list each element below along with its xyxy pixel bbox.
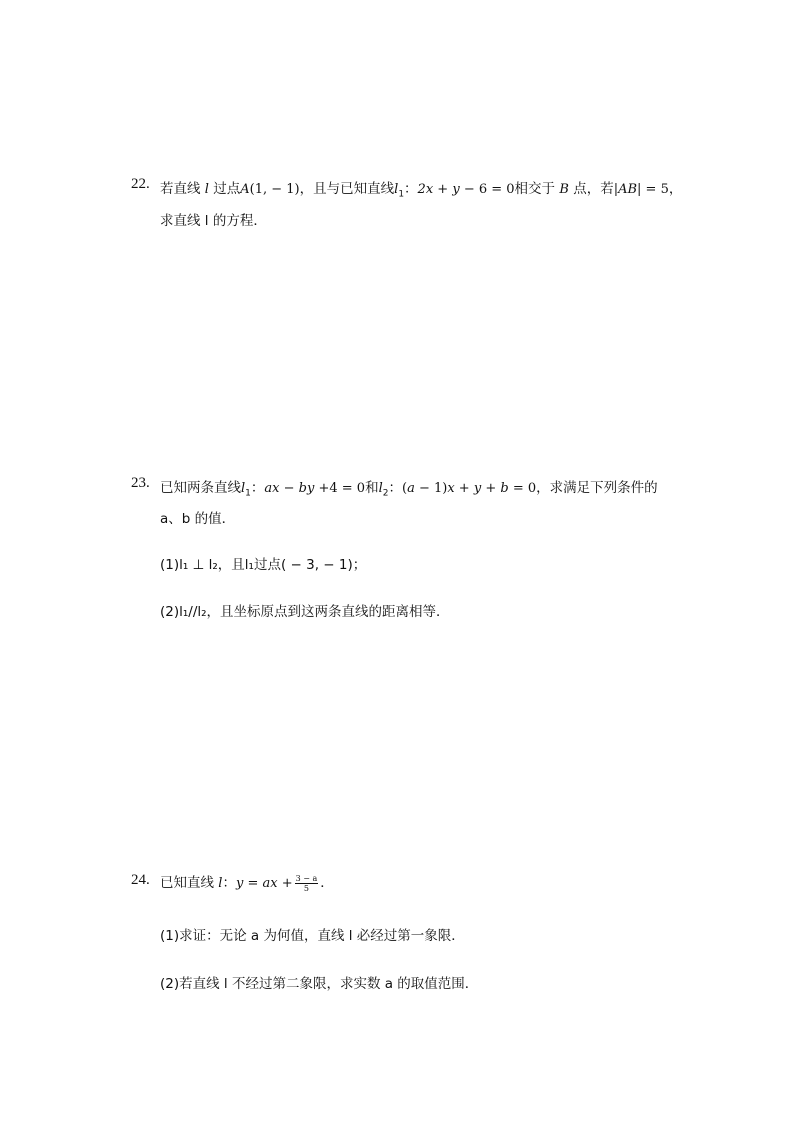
question-23-part-1: (1)l₁ ⊥ l₂，且l₁过点( − 3, − 1)；: [160, 557, 367, 573]
question-22-line-1: 若直线 l 过点A(1, − 1)，且与已知直线$l_1$：2x + y − 6 = 0相交于 B 点，若|AB| = 5，: [160, 181, 683, 200]
question-22-line-2: 求直线 l 的方程．: [160, 213, 267, 229]
question-23-line-2: a、b 的值．: [160, 511, 236, 527]
question-23-part-2: (2)l₁//l₂，且坐标原点到这两条直线的距离相等．: [160, 604, 450, 620]
question-23-line-1: 已知两条直线$l_1$：ax − by +4 = 0和$l_2$：(a − 1)x + y + b = 0，求满足下列条件的: [160, 480, 658, 499]
question-number: 22.: [131, 176, 150, 192]
question-24-part-1: (1)求证：无论 a 为何值，直线 l 必经过第一象限．: [160, 928, 465, 944]
question-number: 24.: [131, 872, 150, 888]
fraction: $\frac{3 - a}{5}$: [295, 873, 318, 893]
question-24-line-1: 已知直线 l：y = ax + $\frac{3 - a}{5}$ ．: [160, 873, 334, 893]
question-number: 23.: [131, 475, 150, 491]
question-24-part-2: (2)若直线 l 不经过第二象限，求实数 a 的取值范围．: [160, 976, 479, 992]
